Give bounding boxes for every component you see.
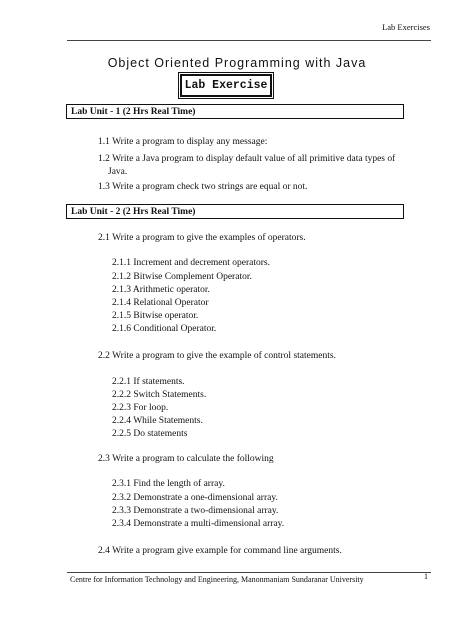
sub-item: 2.2.2 Switch Statements. bbox=[112, 390, 207, 400]
sub-item: 2.2.4 While Statements. bbox=[112, 416, 203, 426]
running-header: Lab Exercises bbox=[382, 22, 430, 32]
sub-item: 2.1.4 Relational Operator bbox=[112, 298, 209, 308]
sub-item: 2.1.6 Conditional Operator. bbox=[112, 324, 217, 334]
question: 2.1 Write a program to give the examples of operators. bbox=[98, 233, 306, 243]
footer-text: Centre for Information Technology and Engineering, Manonmaniam Sundaranar University bbox=[70, 575, 364, 584]
sub-item: 2.2.3 For loop. bbox=[112, 403, 169, 413]
unit1-heading: Lab Unit - 1 (2 Hrs Real Time) bbox=[66, 104, 404, 119]
unit1-item: 1.3 Write a program check two strings are equal or not. bbox=[98, 182, 308, 192]
sub-item: 2.2.1 If statements. bbox=[112, 377, 185, 387]
unit1-item: 1.2 Write a Java program to display default value of all primitive data types of bbox=[98, 154, 396, 164]
question: 2.2 Write a program to give the example of control statements. bbox=[98, 351, 336, 361]
sub-item: 2.3.2 Demonstrate a one-dimensional array. bbox=[112, 493, 278, 503]
sub-item: 2.1.2 Bitwise Complement Operator. bbox=[112, 272, 252, 282]
question: 2.4 Write a program give example for command line arguments. bbox=[98, 546, 342, 556]
unit1-item: 1.1 Write a program to display any message: bbox=[98, 137, 268, 147]
sub-item: 2.1.5 Bitwise operator. bbox=[112, 311, 199, 321]
sub-item: 2.2.5 Do statements bbox=[112, 429, 188, 439]
sub-item: 2.1.3 Arithmetic operator. bbox=[112, 285, 210, 295]
unit2-heading: Lab Unit - 2 (2 Hrs Real Time) bbox=[66, 204, 404, 219]
lab-exercise-label: Lab Exercise bbox=[180, 74, 272, 97]
sub-item: 2.1.1 Increment and decrement operators. bbox=[112, 258, 271, 268]
page-number: 1 bbox=[424, 572, 428, 581]
sub-item: 2.3.4 Demonstrate a multi-dimensional array. bbox=[112, 519, 285, 529]
sub-item: 2.3.1 Find the length of array. bbox=[112, 479, 225, 489]
header-rule bbox=[67, 40, 431, 41]
question: 2.3 Write a program to calculate the following bbox=[98, 454, 274, 464]
sub-item: 2.3.3 Demonstrate a two-dimensional array. bbox=[112, 506, 279, 516]
unit1-item: Java. bbox=[108, 167, 128, 177]
footer-rule bbox=[67, 572, 431, 573]
document-title: Object Oriented Programming with Java bbox=[107, 56, 367, 70]
